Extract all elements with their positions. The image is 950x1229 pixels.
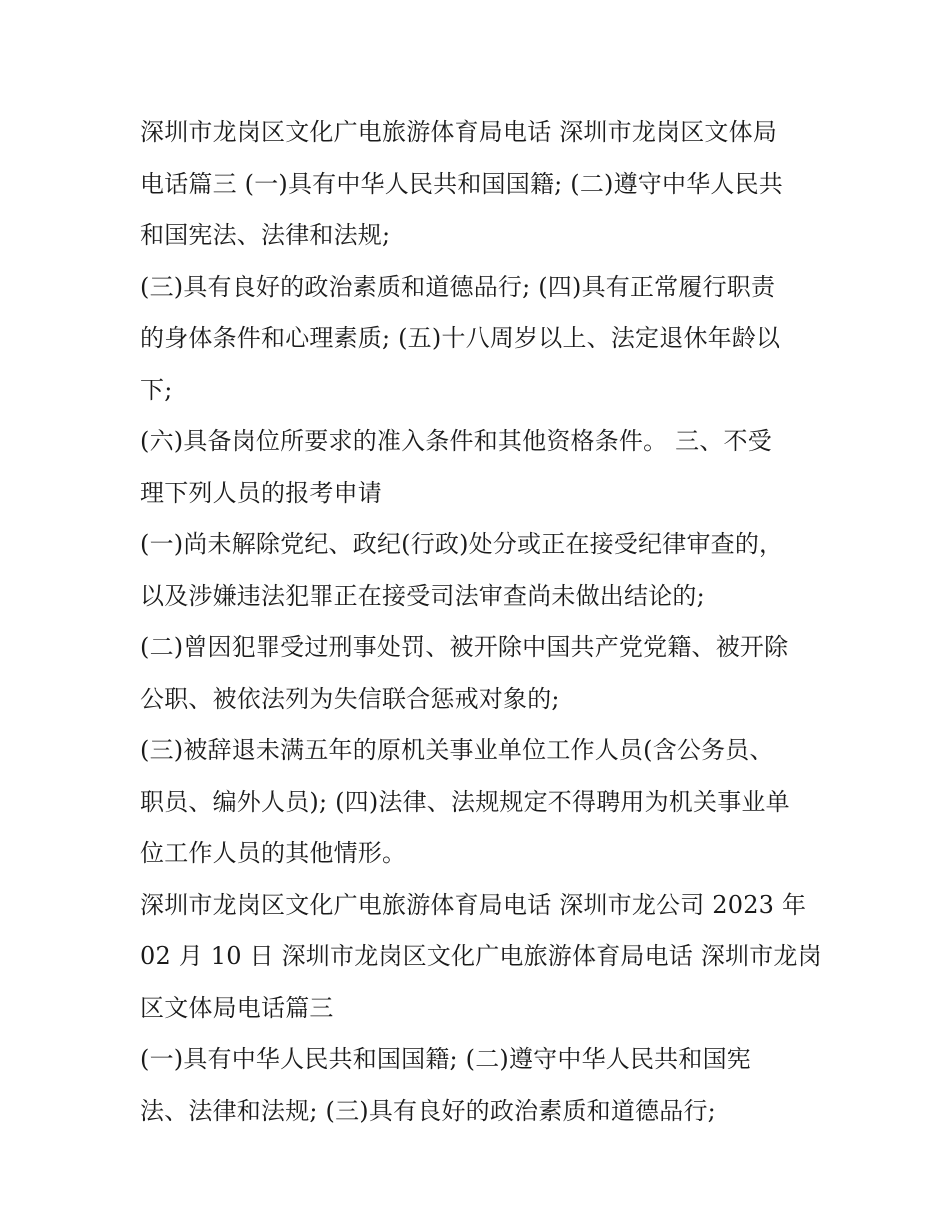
paragraph-repeat-qualifications [140,1034,820,1137]
paragraph-repeat-heading-date [140,880,820,1035]
text-line: 电话篇三 (一)具有中华人民共和国国籍; (二)遵守中华人民共 [140,169,783,198]
text-line: 职员、编外人员); (四)法律、法规规定不得聘用为机关事业单 [140,787,790,816]
text-line: (一)具有中华人民共和国国籍; (二)遵守中华人民共和国宪 [140,1045,751,1073]
text-line: 位工作人员的其他情形。 [140,839,407,867]
paragraph-exclusion-dismissed [140,725,820,880]
text-line: (六)具备岗位所要求的准入条件和其他资格条件。 三、不受 [140,427,772,455]
text-line: 02 月 10 日 深圳市龙岗区文化广电旅游体育局电话 深圳市龙岗 [140,942,822,970]
text-line: 的身体条件和心理素质; (五)十八周岁以上、法定退休年龄以 [140,324,781,352]
text-line: 深圳市龙岗区文化广电旅游体育局电话 深圳市龙岗区文体局 [140,118,778,146]
text-line: (三)具有良好的政治素质和道德品行; (四)具有正常履行职责 [140,272,776,301]
text-line: 理下列人员的报考申请 [140,478,382,507]
text-line: 公职、被依法列为失信联合惩戒对象的; [140,684,560,713]
text-line: (二)曾因犯罪受过刑事处罚、被开除中国共产党党籍、被开除 [140,633,789,661]
text-line: 深圳市龙岗区文化广电旅游体育局电话 深圳市龙公司 2023 年 [140,890,807,919]
text-line: 下; [140,375,173,404]
paragraph-exclusion-criminal [140,622,820,725]
document-body [140,107,820,1137]
paragraph-other-conditions [140,416,820,519]
text-line: 和国宪法、法律和法规; [140,221,391,249]
paragraph-conduct-health-age [140,262,820,417]
paragraph-exclusion-discipline [140,519,820,622]
paragraph-intro-qualifications [140,107,820,262]
text-line: 以及涉嫌违法犯罪正在接受司法审查尚未做出结论的; [140,581,705,610]
text-line: (一)尚未解除党纪、政纪(行政)处分或正在接受纪律审查的， [140,530,784,558]
text-line: (三)被辞退未满五年的原机关事业单位工作人员(含公务员、 [140,736,774,764]
text-line: 区文体局电话篇三 [140,993,334,1022]
text-line: 法、法律和法规; (三)具有良好的政治素质和道德品行; [140,1096,716,1125]
